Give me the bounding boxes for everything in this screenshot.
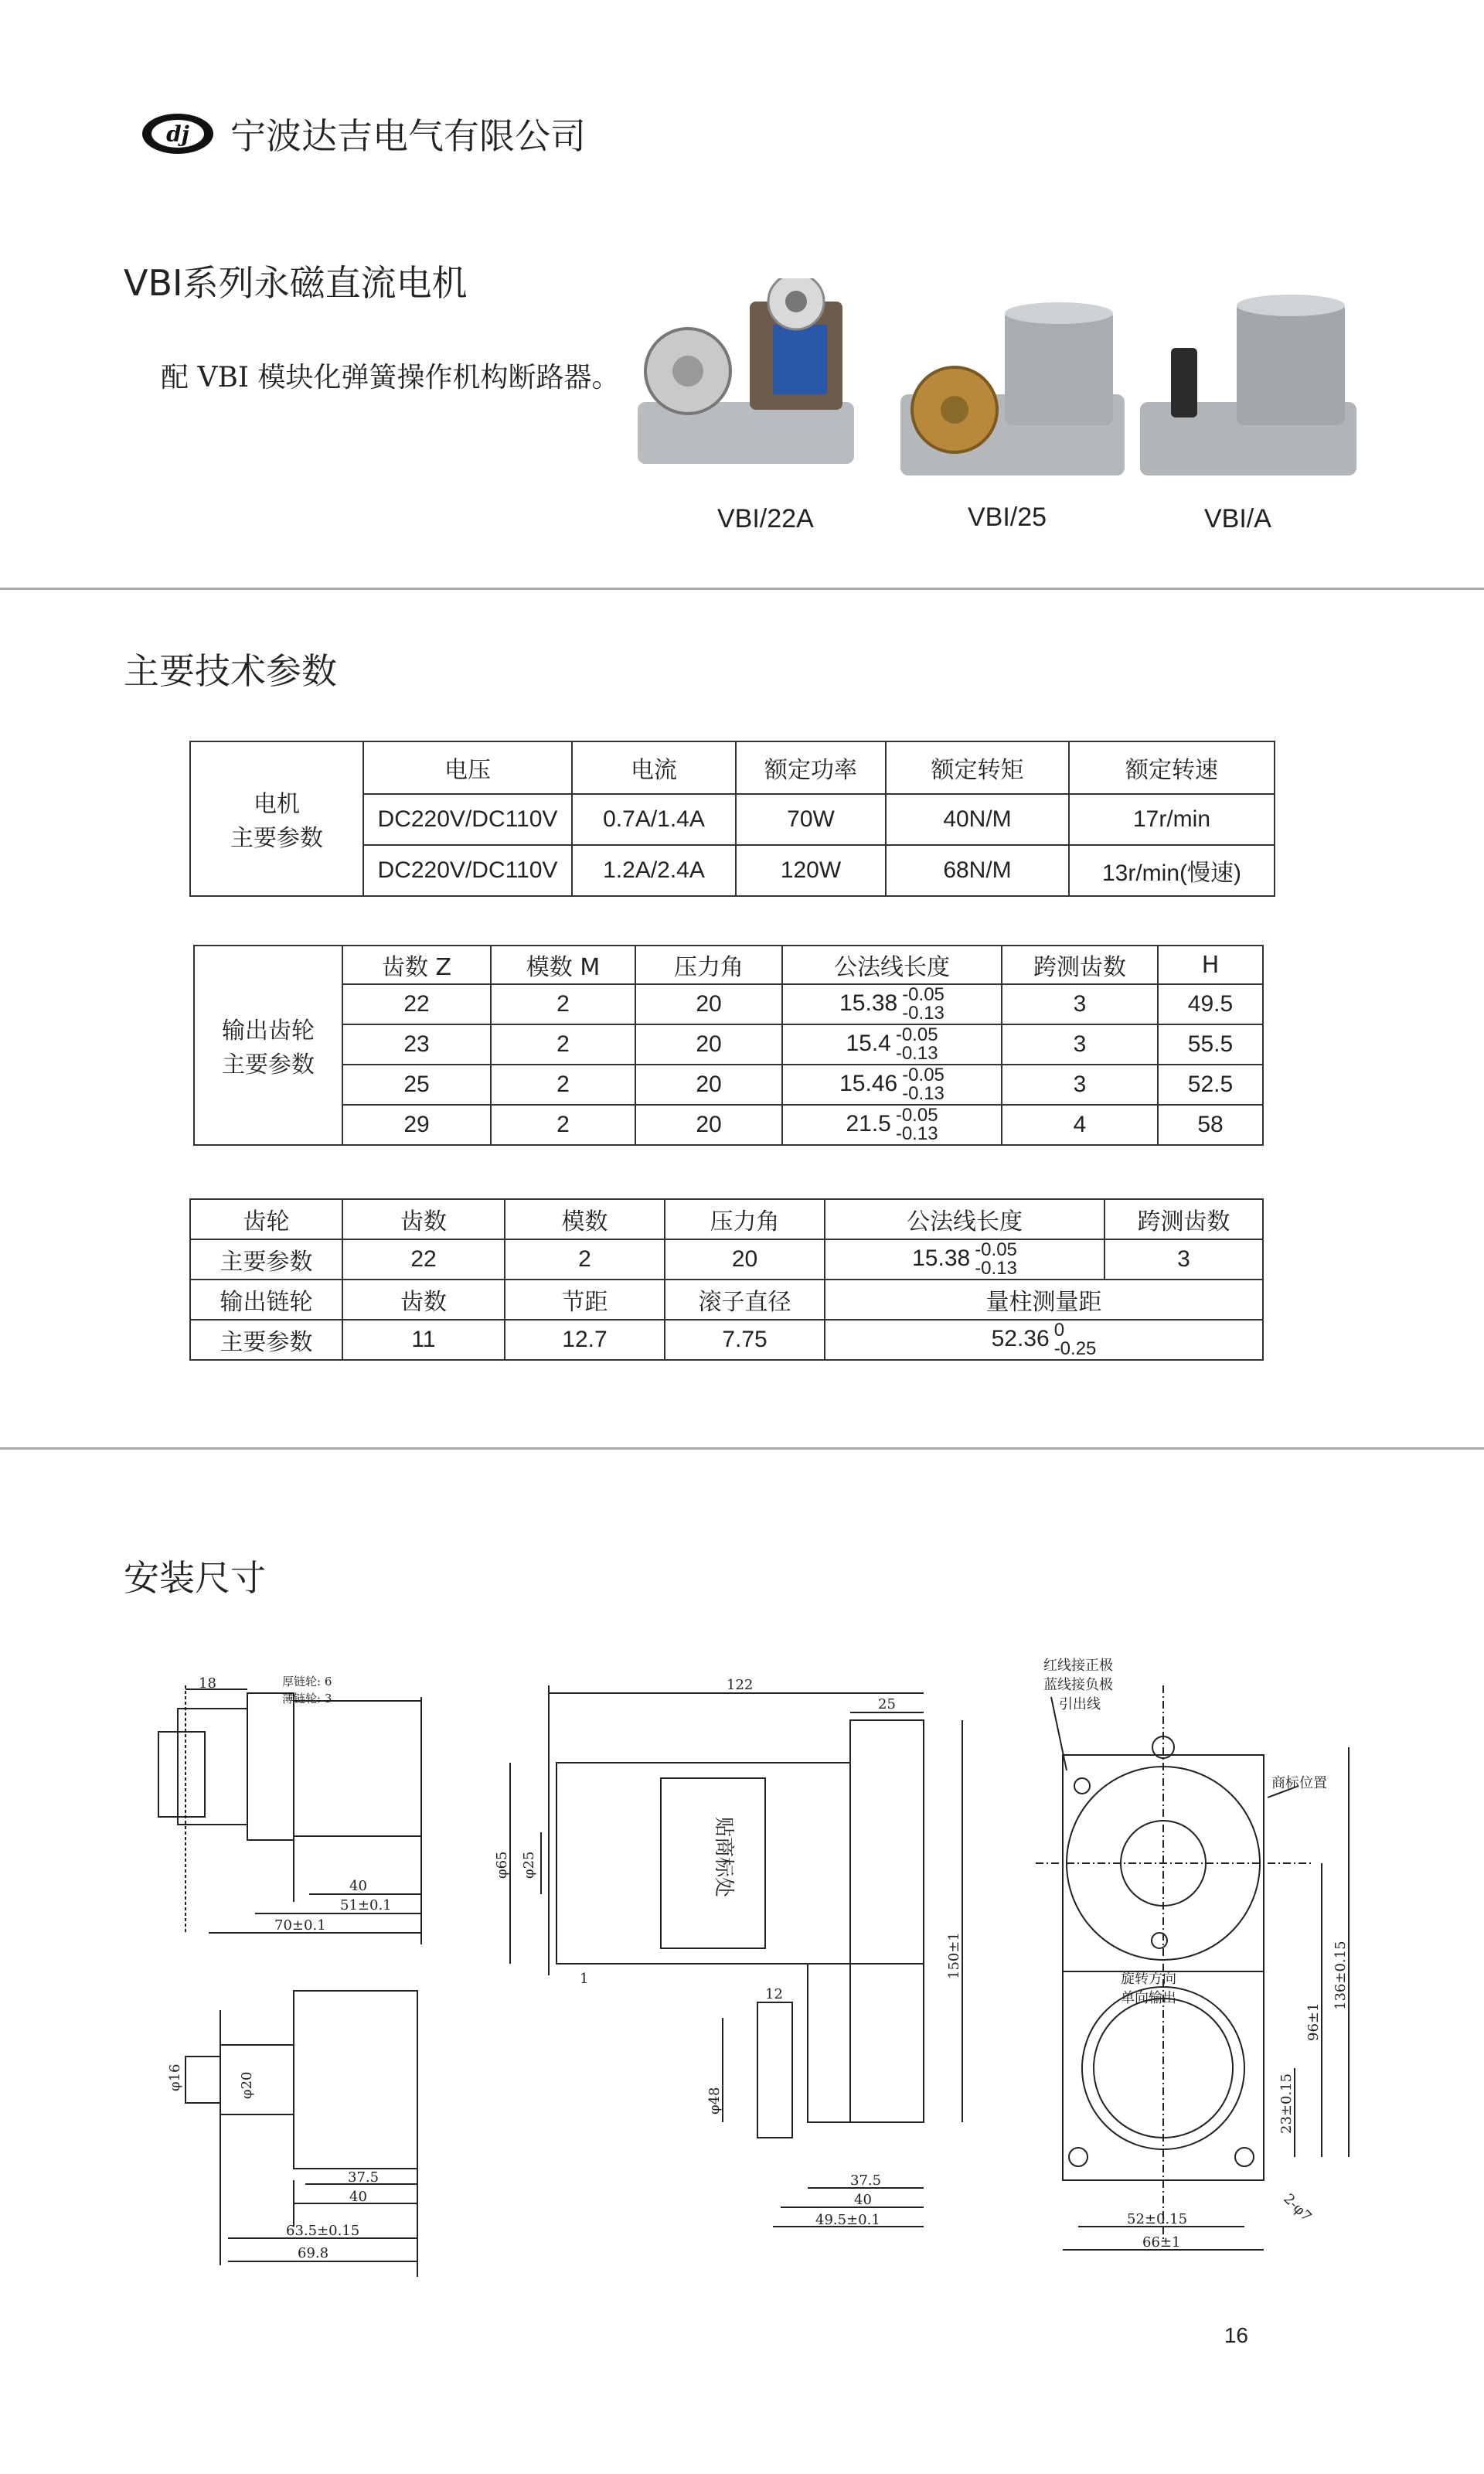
- dim-122: 122: [727, 1677, 754, 1693]
- table-header: 齿数: [342, 1199, 505, 1239]
- table-cell: 25: [342, 1065, 491, 1105]
- label-trademark-position: 商标位置: [1271, 1775, 1327, 1791]
- length-value: 21.5: [846, 1110, 891, 1136]
- table-header: 额定转速: [1069, 741, 1275, 794]
- table-cell: 40N/M: [886, 794, 1069, 845]
- table-header: 额定转矩: [886, 741, 1069, 794]
- dim-69-8: 69.8: [298, 2245, 329, 2261]
- tol-upper: -0.05: [895, 1105, 938, 1126]
- table-header: 模数 M: [491, 946, 635, 984]
- table-cell: 2: [505, 1239, 665, 1280]
- dim-18: 18: [199, 1675, 216, 1692]
- table-header: 公法线长度: [825, 1199, 1104, 1239]
- label-line: 输出齿轮: [222, 1017, 315, 1044]
- table-cell: [782, 1065, 1002, 1105]
- table-header: 模数: [505, 1199, 665, 1239]
- tol-lower: -0.13: [895, 1043, 938, 1064]
- dim-phi65: φ65: [494, 1851, 510, 1879]
- dim-37-5: 37.5: [850, 2172, 882, 2189]
- dim-12: 12: [765, 1986, 783, 2002]
- dim-phi16: φ16: [167, 2063, 183, 2091]
- motor-top-view: [1036, 1685, 1349, 2250]
- gear-params-table: [193, 945, 1264, 1146]
- tolerance: [975, 1241, 1017, 1278]
- table-cell: 1.2A/2.4A: [572, 845, 736, 896]
- dim-70: 70±0.1: [274, 1917, 326, 1934]
- table-cell: 49.5: [1158, 984, 1263, 1024]
- table-header: 公法线长度: [782, 946, 1002, 984]
- table-header: 量柱测量距: [825, 1280, 1263, 1320]
- table-cell: 68N/M: [886, 845, 1069, 896]
- table-cell: 23: [342, 1024, 491, 1065]
- label-thick-sprocket: 厚链轮: 6: [282, 1675, 332, 1689]
- divider: [0, 1447, 1484, 1450]
- table-cell: 13r/min(慢速): [1069, 845, 1275, 896]
- dim-phi25: φ25: [521, 1851, 537, 1879]
- company-name: 宁波达吉电气有限公司: [230, 115, 586, 157]
- table-header: 额定功率: [736, 741, 886, 794]
- tol-upper: 0: [1053, 1320, 1065, 1341]
- table-cell: 29: [342, 1105, 491, 1145]
- row-label: 输出链轮: [190, 1280, 342, 1320]
- table-header: 电流: [572, 741, 736, 794]
- length-value: 15.46: [839, 1070, 898, 1096]
- table-cell: DC220V/DC110V: [363, 845, 572, 896]
- motor-params-table: [189, 741, 1275, 897]
- table-header: H: [1158, 946, 1263, 984]
- table-cell: 20: [665, 1239, 825, 1280]
- tolerance: [902, 986, 945, 1023]
- tol-lower: -0.13: [902, 1083, 945, 1104]
- table-cell: 11: [342, 1320, 505, 1360]
- table-row: [194, 1065, 1263, 1105]
- table-row: [194, 1024, 1263, 1065]
- table-cell: 4: [1002, 1105, 1158, 1145]
- dim-25: 25: [878, 1696, 896, 1712]
- dim-23: 23±0.15: [1278, 2073, 1295, 2134]
- table-cell: [825, 1239, 1104, 1280]
- table-header: 跨测齿数: [1104, 1199, 1263, 1239]
- table-cell: 20: [635, 1105, 782, 1145]
- dim-1: 1: [580, 1971, 589, 1987]
- table-header: 节距: [505, 1280, 665, 1320]
- table-header: 压力角: [665, 1199, 825, 1239]
- label-line: 主要参数: [230, 825, 323, 852]
- dim-40: 40: [349, 2189, 367, 2205]
- motor-photo-vbi22a: [634, 278, 858, 495]
- dim-63-5: 63.5±0.15: [286, 2223, 360, 2239]
- table-cell: 17r/min: [1069, 794, 1275, 845]
- table-cell: 22: [342, 984, 491, 1024]
- tol-lower: -0.13: [895, 1123, 938, 1144]
- label-rotation: 旋转方向: [1121, 1971, 1176, 1987]
- dim-40: 40: [854, 2192, 872, 2208]
- table-cell: 52.5: [1158, 1065, 1263, 1105]
- table-cell: 0.7A/1.4A: [572, 794, 736, 845]
- table-cell: 2: [491, 1065, 635, 1105]
- motor-row-label: [190, 741, 363, 896]
- table-cell: 58: [1158, 1105, 1263, 1145]
- dim-52: 52±0.15: [1127, 2211, 1188, 2227]
- table-cell: 70W: [736, 794, 886, 845]
- table-cell: [825, 1320, 1263, 1360]
- table-header: 压力角: [635, 946, 782, 984]
- label-trademark-area: 贴商标处: [712, 1817, 735, 1898]
- dim-51: 51±0.1: [340, 1897, 392, 1913]
- tol-upper: -0.05: [902, 984, 945, 1005]
- tol-lower: -0.25: [1053, 1338, 1097, 1359]
- product-description: 配 VBI 模块化弹簧操作机构断路器。: [161, 362, 620, 394]
- length-value: 15.4: [846, 1030, 891, 1056]
- table-row: [194, 984, 1263, 1024]
- dim-150: 150±1: [946, 1932, 962, 1979]
- installation-drawing: [0, 1639, 1484, 2304]
- photo-caption: VBI/25: [968, 503, 1047, 532]
- page-number: 16: [1224, 2323, 1248, 2347]
- dim-40: 40: [349, 1878, 367, 1894]
- table-cell: 3: [1104, 1239, 1263, 1280]
- table-row: [194, 1105, 1263, 1145]
- dim-96: 96±1: [1305, 2002, 1322, 2041]
- table-header: 齿数 Z: [342, 946, 491, 984]
- row-label: 齿轮: [190, 1199, 342, 1239]
- photo-caption: VBI/22A: [717, 504, 814, 533]
- photo-caption: VBI/A: [1204, 504, 1271, 533]
- install-heading: 安装尺寸: [124, 1557, 266, 1599]
- motor-photo-vbia: [1136, 286, 1360, 487]
- table-cell: 55.5: [1158, 1024, 1263, 1065]
- svg-text:dj: dj: [166, 121, 189, 147]
- table-cell: 3: [1002, 984, 1158, 1024]
- gear-chain-table: [189, 1198, 1264, 1361]
- tolerance: [896, 1106, 938, 1143]
- motor-photo-vbi25: [897, 302, 1128, 487]
- label-red-wire: 红线接正极: [1043, 1658, 1113, 1674]
- table-cell: 2: [491, 984, 635, 1024]
- dim-49-5: 49.5±0.1: [815, 2212, 880, 2228]
- params-heading: 主要技术参数: [124, 650, 337, 692]
- gear-row-label: [194, 946, 342, 1145]
- tolerance: [902, 1066, 945, 1103]
- dim-37-5: 37.5: [348, 2169, 380, 2186]
- table-cell: 20: [635, 1065, 782, 1105]
- company-logo-icon: [139, 109, 216, 158]
- tolerance: [896, 1026, 938, 1063]
- table-cell: DC220V/DC110V: [363, 794, 572, 845]
- table-cell: 22: [342, 1239, 505, 1280]
- table-header: 电压: [363, 741, 572, 794]
- table-cell: 3: [1002, 1065, 1158, 1105]
- header: [139, 108, 586, 159]
- tol-lower: -0.13: [902, 1003, 945, 1024]
- table-header: 滚子直径: [665, 1280, 825, 1320]
- dim-66: 66±1: [1142, 2234, 1181, 2251]
- table-cell: [782, 1105, 1002, 1145]
- table-cell: [782, 984, 1002, 1024]
- table-cell: 2: [491, 1105, 635, 1145]
- dim-holes: 2-φ7: [1280, 2190, 1315, 2225]
- table-cell: [782, 1024, 1002, 1065]
- tol-lower: -0.13: [975, 1258, 1017, 1279]
- table-cell: 7.75: [665, 1320, 825, 1360]
- table-header: 齿数: [342, 1280, 505, 1320]
- table-cell: 12.7: [505, 1320, 665, 1360]
- table-header: 跨测齿数: [1002, 946, 1158, 984]
- tol-upper: -0.05: [895, 1024, 938, 1045]
- label-blue-wire: 蓝线接负极: [1043, 1677, 1113, 1693]
- tol-upper: -0.05: [902, 1065, 945, 1085]
- row-label: 主要参数: [190, 1239, 342, 1280]
- label-thin-sprocket: 薄链轮: 3: [282, 1692, 332, 1706]
- motor-front-view: [510, 1685, 962, 2227]
- tolerance: [1054, 1321, 1097, 1358]
- table-cell: 120W: [736, 845, 886, 896]
- distance-value: 52.36: [991, 1325, 1050, 1351]
- divider: [0, 588, 1484, 590]
- tol-upper: -0.05: [975, 1239, 1017, 1260]
- row-label: 主要参数: [190, 1320, 342, 1360]
- table-cell: 20: [635, 1024, 782, 1065]
- dim-phi20: φ20: [239, 2071, 255, 2099]
- length-value: 15.38: [839, 990, 898, 1016]
- length-value: 15.38: [912, 1245, 971, 1271]
- dim-136: 136±0.15: [1333, 1941, 1349, 2010]
- dim-phi48: φ48: [706, 2087, 723, 2114]
- label-one-way-output: 单向输出: [1121, 1990, 1176, 2006]
- product-title: VBI系列永磁直流电机: [124, 262, 468, 304]
- table-cell: 3: [1002, 1024, 1158, 1065]
- label-line: 电机: [254, 791, 300, 818]
- label-line: 主要参数: [222, 1051, 315, 1079]
- table-cell: 2: [491, 1024, 635, 1065]
- table-cell: 20: [635, 984, 782, 1024]
- label-lead-wire: 引出线: [1059, 1696, 1101, 1712]
